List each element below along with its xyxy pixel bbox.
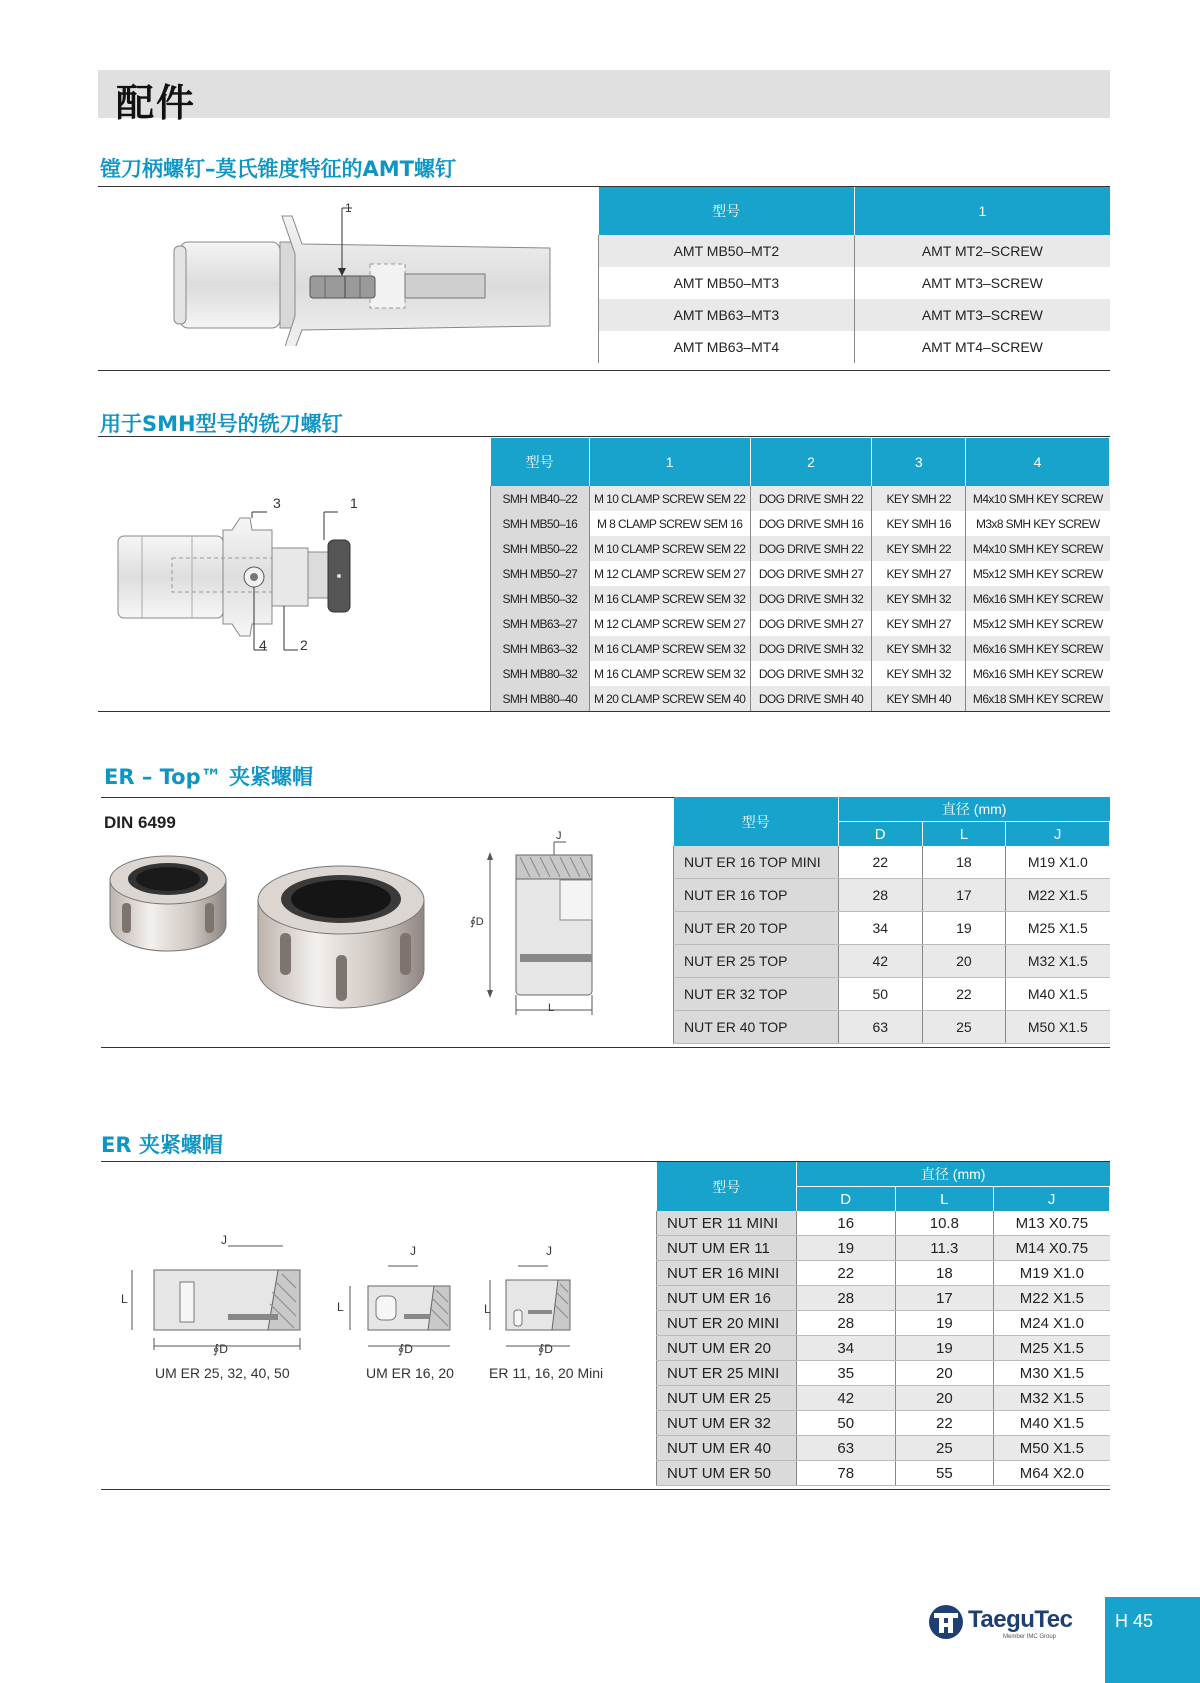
table-row (491, 686, 1110, 711)
table-cell: AMT MB63–MT3 (599, 299, 855, 331)
table-cell: KEY SMH 22 (872, 536, 966, 561)
table-cell: AMT MT2–SCREW (854, 235, 1110, 267)
column-header: 1 (854, 187, 1110, 235)
table-cell: KEY SMH 22 (872, 486, 966, 511)
er-dim-l-1: L (121, 1292, 128, 1306)
table-cell: M32 X1.5 (1006, 945, 1110, 978)
table-cell: 42 (796, 1386, 895, 1411)
amt-table (598, 187, 1110, 363)
table-cell: SMH MB50–32 (491, 586, 590, 611)
column-header-model: 型号 (657, 1162, 797, 1211)
table-cell: 18 (895, 1261, 994, 1286)
table-row (674, 846, 1110, 879)
table-cell: 22 (895, 1411, 994, 1436)
table-cell: 42 (838, 945, 922, 978)
table-row (657, 1286, 1110, 1311)
table-cell: 50 (838, 978, 922, 1011)
table-cell: NUT UM ER 25 (657, 1386, 797, 1411)
table-row (657, 1386, 1110, 1411)
brand-tagline: Member IMC Group (1003, 1634, 1057, 1640)
er-top-nut-photos (100, 845, 440, 1025)
taegutec-logo-icon (928, 1604, 964, 1640)
table-cell: 11.3 (895, 1236, 994, 1261)
section-rule (101, 1489, 1110, 1490)
table-cell: M22 X1.5 (994, 1286, 1110, 1311)
page-number: H 45 (1115, 1611, 1154, 1631)
table-header-row (599, 187, 1111, 235)
table-cell: M6x16 SMH KEY SCREW (966, 661, 1110, 686)
section-heading-smh: 用于SMH型号的铣刀螺钉 (100, 412, 343, 436)
column-header: 3 (872, 438, 966, 486)
table-row (657, 1236, 1110, 1261)
table-cell: 34 (838, 912, 922, 945)
column-subheader: J (1006, 822, 1110, 847)
er-nut-section-drawings (118, 1230, 608, 1360)
table-row (657, 1461, 1110, 1486)
smh-holder-drawing (112, 500, 372, 660)
table-row (674, 879, 1110, 912)
table-cell: 19 (796, 1236, 895, 1261)
page-title-bar (98, 70, 1110, 125)
table-row (491, 661, 1110, 686)
table-row (657, 1411, 1110, 1436)
column-header-group: 直径 (mm) (838, 797, 1109, 822)
table-cell: M14 X0.75 (994, 1236, 1110, 1261)
table-row (599, 299, 1111, 331)
table-cell: M6x16 SMH KEY SCREW (966, 636, 1110, 661)
section-heading-ertop: ER – Top™ 夹紧螺帽 (104, 765, 313, 789)
table-cell: M4x10 SMH KEY SCREW (966, 486, 1110, 511)
table-row (491, 536, 1110, 561)
er-dim-l-2: L (337, 1300, 344, 1314)
table-cell: 22 (838, 846, 922, 879)
table-row (674, 1011, 1110, 1044)
er-dim-d-1: ∮D (213, 1342, 228, 1356)
table-cell: NUT UM ER 50 (657, 1461, 797, 1486)
table-cell: M5x12 SMH KEY SCREW (966, 611, 1110, 636)
table-cell: M30 X1.5 (994, 1361, 1110, 1386)
column-subheader: D (796, 1187, 895, 1212)
table-row (657, 1361, 1110, 1386)
table-cell: M6x18 SMH KEY SCREW (966, 686, 1110, 711)
table-cell: KEY SMH 40 (872, 686, 966, 711)
table-cell: 10.8 (895, 1211, 994, 1236)
page-number-tab (1105, 1597, 1200, 1683)
table-cell: M6x16 SMH KEY SCREW (966, 586, 1110, 611)
table-cell: NUT UM ER 11 (657, 1236, 797, 1261)
table-cell: 25 (895, 1436, 994, 1461)
ertop-dim-l: L (548, 1002, 555, 1014)
table-cell: NUT ER 25 TOP (674, 945, 839, 978)
table-cell: DOG DRIVE SMH 32 (750, 586, 872, 611)
smh-table (490, 438, 1110, 711)
table-cell: M32 X1.5 (994, 1386, 1110, 1411)
table-cell: KEY SMH 27 (872, 561, 966, 586)
table-header-row (491, 438, 1110, 486)
table-cell: KEY SMH 32 (872, 661, 966, 686)
column-header: 型号 (491, 438, 590, 486)
section-rule (98, 370, 1110, 371)
section-rule (101, 1047, 1110, 1048)
table-cell: M24 X1.0 (994, 1311, 1110, 1336)
table-cell: 17 (922, 879, 1006, 912)
table-cell: 78 (796, 1461, 895, 1486)
table-row (599, 331, 1111, 363)
column-header: 1 (589, 438, 750, 486)
ertop-table (673, 797, 1110, 1044)
table-cell: SMH MB63–27 (491, 611, 590, 636)
table-row (657, 1261, 1110, 1286)
table-cell: 20 (922, 945, 1006, 978)
table-cell: AMT MT3–SCREW (854, 267, 1110, 299)
table-cell: SMH MB50–22 (491, 536, 590, 561)
table-row (491, 561, 1110, 586)
table-cell: 63 (796, 1436, 895, 1461)
table-cell: NUT ER 16 TOP (674, 879, 839, 912)
table-row (491, 611, 1110, 636)
amt-holder-drawing (170, 196, 560, 346)
table-row (599, 235, 1111, 267)
column-subheader: L (922, 822, 1006, 847)
table-cell: M19 X1.0 (994, 1261, 1110, 1286)
table-cell: M 12 CLAMP SCREW SEM 27 (589, 561, 750, 586)
table-cell: KEY SMH 27 (872, 611, 966, 636)
er-dim-j-3: J (546, 1244, 552, 1258)
table-cell: SMH MB63–32 (491, 636, 590, 661)
er-table (656, 1162, 1110, 1486)
er-dim-d-2: ∮D (398, 1342, 413, 1356)
section-rule (98, 436, 1110, 437)
table-cell: 22 (796, 1261, 895, 1286)
table-cell: 20 (895, 1361, 994, 1386)
table-cell: M 16 CLAMP SCREW SEM 32 (589, 586, 750, 611)
table-cell: 28 (838, 879, 922, 912)
table-row (491, 636, 1110, 661)
table-cell: 19 (922, 912, 1006, 945)
table-cell: 19 (895, 1311, 994, 1336)
table-cell: DOG DRIVE SMH 32 (750, 636, 872, 661)
table-cell: 20 (895, 1386, 994, 1411)
table-cell: SMH MB50–27 (491, 561, 590, 586)
column-header: 2 (750, 438, 872, 486)
smh-callout-1: 1 (350, 495, 358, 511)
table-cell: SMH MB80–40 (491, 686, 590, 711)
table-cell: M22 X1.5 (1006, 879, 1110, 912)
table-cell: 50 (796, 1411, 895, 1436)
table-cell: M 16 CLAMP SCREW SEM 32 (589, 661, 750, 686)
table-cell: NUT ER 40 TOP (674, 1011, 839, 1044)
table-cell: 28 (796, 1311, 895, 1336)
table-cell: M13 X0.75 (994, 1211, 1110, 1236)
table-cell: M5x12 SMH KEY SCREW (966, 561, 1110, 586)
table-cell: 16 (796, 1211, 895, 1236)
table-cell: AMT MB50–MT2 (599, 235, 855, 267)
table-cell: 35 (796, 1361, 895, 1386)
table-cell: NUT UM ER 40 (657, 1436, 797, 1461)
table-cell: M 20 CLAMP SCREW SEM 40 (589, 686, 750, 711)
column-header: 4 (966, 438, 1110, 486)
table-cell: NUT ER 20 MINI (657, 1311, 797, 1336)
er-caption-1: UM ER 25, 32, 40, 50 (155, 1365, 290, 1381)
table-cell: DOG DRIVE SMH 27 (750, 561, 872, 586)
table-cell: M4x10 SMH KEY SCREW (966, 536, 1110, 561)
table-cell: DOG DRIVE SMH 32 (750, 661, 872, 686)
table-row (674, 912, 1110, 945)
er-dim-j-1: J (221, 1233, 227, 1247)
table-cell: NUT ER 16 MINI (657, 1261, 797, 1286)
table-header-row (674, 797, 1110, 822)
table-cell: 63 (838, 1011, 922, 1044)
er-caption-3: ER 11, 16, 20 Mini (489, 1365, 604, 1381)
table-cell: NUT UM ER 16 (657, 1286, 797, 1311)
er-dim-l-3: L (484, 1302, 491, 1316)
table-cell: NUT ER 20 TOP (674, 912, 839, 945)
column-subheader: J (994, 1187, 1110, 1212)
table-cell: M50 X1.5 (1006, 1011, 1110, 1044)
table-cell: NUT ER 16 TOP MINI (674, 846, 839, 879)
table-cell: AMT MT4–SCREW (854, 331, 1110, 363)
table-cell: M 8 CLAMP SCREW SEM 16 (589, 511, 750, 536)
table-cell: KEY SMH 32 (872, 636, 966, 661)
table-cell: SMH MB80–32 (491, 661, 590, 686)
section-heading-amt: 镗刀柄螺钉–莫氏锥度特征的AMT螺钉 (100, 157, 456, 181)
page-title: 配件 (116, 81, 197, 125)
table-row (491, 586, 1110, 611)
column-subheader: L (895, 1187, 994, 1212)
table-cell: M 16 CLAMP SCREW SEM 32 (589, 636, 750, 661)
table-cell: 19 (895, 1336, 994, 1361)
table-cell: 18 (922, 846, 1006, 879)
table-cell: AMT MB63–MT4 (599, 331, 855, 363)
table-cell: 55 (895, 1461, 994, 1486)
table-cell: M3x8 SMH KEY SCREW (966, 511, 1110, 536)
table-cell: M25 X1.5 (1006, 912, 1110, 945)
table-cell: M19 X1.0 (1006, 846, 1110, 879)
smh-callout-3: 3 (273, 495, 281, 511)
column-header-model: 型号 (674, 797, 839, 846)
table-row (599, 267, 1111, 299)
table-cell: DOG DRIVE SMH 16 (750, 511, 872, 536)
table-row (674, 945, 1110, 978)
table-cell: M64 X2.0 (994, 1461, 1110, 1486)
table-cell: AMT MB50–MT3 (599, 267, 855, 299)
smh-callout-4: 4 (259, 637, 267, 653)
table-row (657, 1311, 1110, 1336)
table-cell: DOG DRIVE SMH 40 (750, 686, 872, 711)
table-cell: KEY SMH 32 (872, 586, 966, 611)
table-cell: NUT ER 25 MINI (657, 1361, 797, 1386)
er-top-section-drawing (470, 830, 605, 1020)
er-dim-j-2: J (410, 1244, 416, 1258)
table-cell: M40 X1.5 (1006, 978, 1110, 1011)
table-row (491, 511, 1110, 536)
column-header-group: 直径 (mm) (796, 1162, 1109, 1187)
table-header-row (657, 1162, 1110, 1187)
table-cell: SMH MB40–22 (491, 486, 590, 511)
table-cell: NUT UM ER 32 (657, 1411, 797, 1436)
section-heading-er: ER 夹紧螺帽 (101, 1133, 223, 1157)
ertop-dim-d: ∮D (470, 916, 484, 928)
amt-callout-1: 1 (345, 201, 352, 215)
table-cell: NUT UM ER 20 (657, 1336, 797, 1361)
table-row (674, 978, 1110, 1011)
column-header: 型号 (599, 187, 855, 235)
table-cell: 17 (895, 1286, 994, 1311)
table-cell: M 12 CLAMP SCREW SEM 27 (589, 611, 750, 636)
table-cell: 25 (922, 1011, 1006, 1044)
table-row (491, 486, 1110, 511)
er-dim-d-3: ∮D (538, 1342, 553, 1356)
column-subheader: D (838, 822, 922, 847)
table-cell: NUT ER 32 TOP (674, 978, 839, 1011)
table-cell: NUT ER 11 MINI (657, 1211, 797, 1236)
table-row (657, 1436, 1110, 1461)
table-cell: DOG DRIVE SMH 22 (750, 536, 872, 561)
table-cell: M50 X1.5 (994, 1436, 1110, 1461)
er-caption-2: UM ER 16, 20 (366, 1365, 454, 1381)
din-label: DIN 6499 (104, 813, 176, 832)
section-rule (98, 711, 1110, 712)
table-cell: SMH MB50–16 (491, 511, 590, 536)
table-cell: 22 (922, 978, 1006, 1011)
table-cell: KEY SMH 16 (872, 511, 966, 536)
table-row (657, 1336, 1110, 1361)
table-cell: 28 (796, 1286, 895, 1311)
table-cell: DOG DRIVE SMH 27 (750, 611, 872, 636)
table-cell: 34 (796, 1336, 895, 1361)
table-cell: AMT MT3–SCREW (854, 299, 1110, 331)
table-cell: DOG DRIVE SMH 22 (750, 486, 872, 511)
table-cell: M 10 CLAMP SCREW SEM 22 (589, 486, 750, 511)
table-cell: M40 X1.5 (994, 1411, 1110, 1436)
table-cell: M 10 CLAMP SCREW SEM 22 (589, 536, 750, 561)
brand-name: TaeguTec (968, 1606, 1073, 1633)
ertop-dim-j: J (556, 830, 562, 842)
smh-callout-2: 2 (300, 637, 308, 653)
table-row (657, 1211, 1110, 1236)
table-cell: M25 X1.5 (994, 1336, 1110, 1361)
